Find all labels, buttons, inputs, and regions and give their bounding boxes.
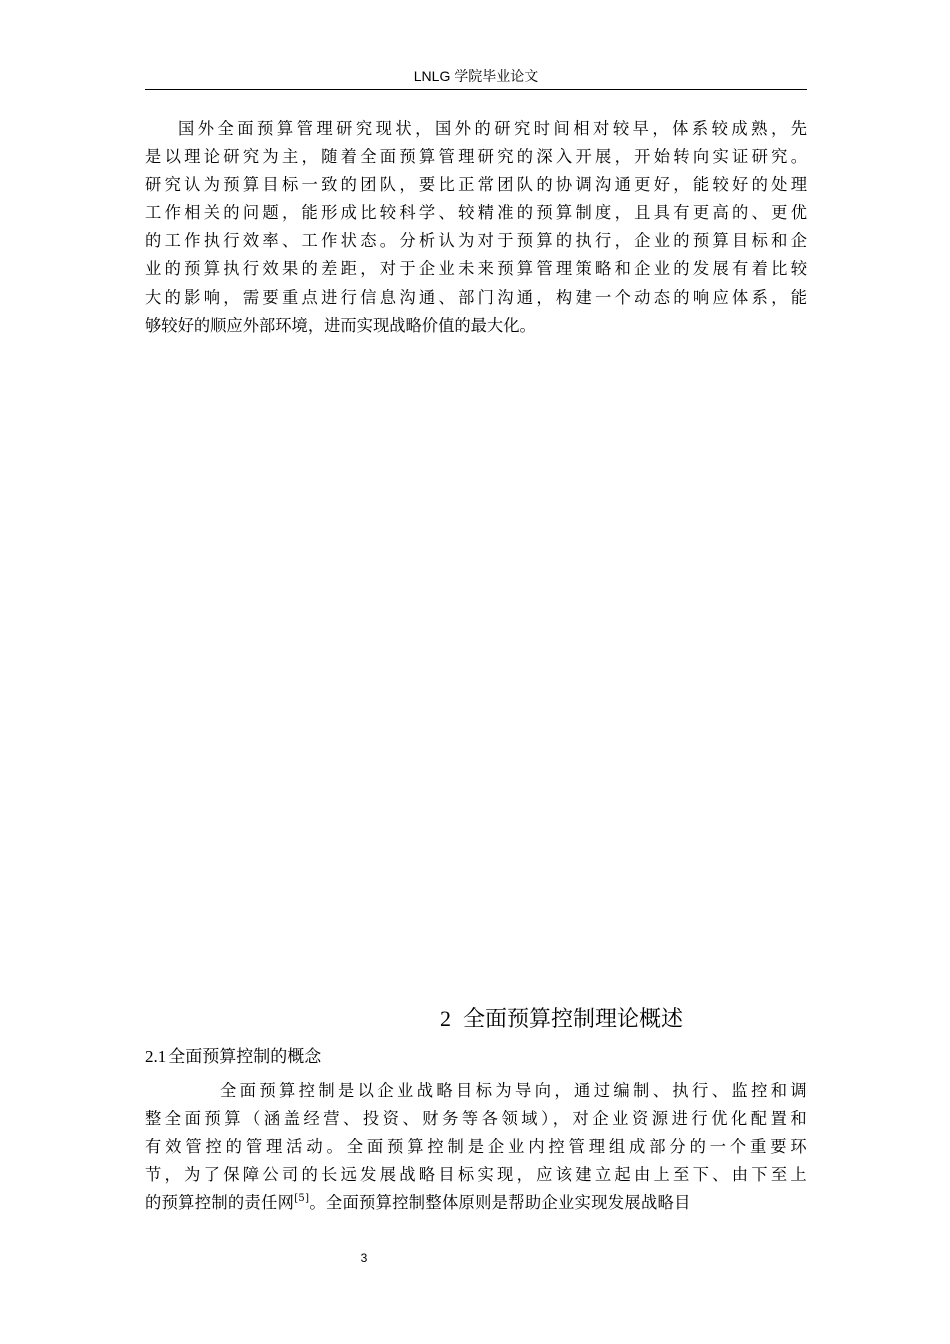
paragraph-line-end: 。全面预算控制整体原则是帮助企业实现发展战略目 — [309, 1193, 691, 1213]
section-title: 全面预算控制的概念 — [168, 1047, 322, 1067]
page-number: 3 — [360, 1251, 368, 1265]
citation-reference[interactable]: [5] — [294, 1193, 310, 1205]
page-header-title: LNLG 学院毕业论文 — [413, 68, 539, 84]
paragraph-line: 国外全面预算管理研究现状，国外的研究时间相对较早，体系较成熟，先 — [178, 119, 807, 138]
paragraph-line: 研究认为预算目标一致的团队，要比正常团队的协调沟通更好，能较好的处理 — [145, 175, 807, 195]
paragraph-line: 够较好的顺应外部环境，进而实现战略价值的最大化。 — [145, 315, 536, 335]
chapter-title: 全面预算控制理论概述 — [463, 1007, 684, 1032]
chapter-number: 2 — [440, 1006, 451, 1031]
chapter-heading — [440, 1002, 683, 1037]
paragraph-line: 有效管控的管理活动。全面预算控制是企业内控管理组成部分的一个重要环 — [145, 1137, 807, 1157]
header-divider — [145, 89, 807, 90]
paragraph-line: 工作相关的问题，能形成比较科学、较精准的预算制度，且具有更高的、更优 — [145, 203, 807, 223]
paragraph-line-with-citation — [145, 1189, 807, 1217]
paragraph-foreign-research — [145, 115, 807, 340]
paragraph-line: 整全面预算（涵盖经营、投资、财务等各领域），对企业资源进行优化配置和 — [145, 1109, 807, 1129]
paragraph-line: 的工作执行效率、工作状态。分析认为对于预算的执行，企业的预算目标和企 — [145, 231, 807, 251]
page-number-container — [0, 1251, 950, 1265]
paragraph-line: 业的预算执行效果的差距，对于企业未来预算管理策略和企业的发展有着比较 — [145, 259, 807, 279]
paragraph-line: 全面预算控制是以企业战略目标为导向，通过编制、执行、监控和调 — [220, 1081, 807, 1100]
section-heading — [145, 1044, 321, 1070]
paragraph-line: 是以理论研究为主，随着全面预算管理研究的深入开展，开始转向实证研究。 — [145, 147, 807, 167]
paragraph-line: 节，为了保障公司的长远发展战略目标实现，应该建立起由上至下、由下至上 — [145, 1165, 807, 1185]
paragraph-line: 大的影响，需要重点进行信息沟通、部门沟通，构建一个动态的响应体系，能 — [145, 287, 807, 307]
paragraph-concept — [145, 1077, 807, 1217]
section-number: 2.1 — [145, 1047, 167, 1066]
paragraph-line-start: 的预算控制的责任网 — [145, 1193, 295, 1213]
